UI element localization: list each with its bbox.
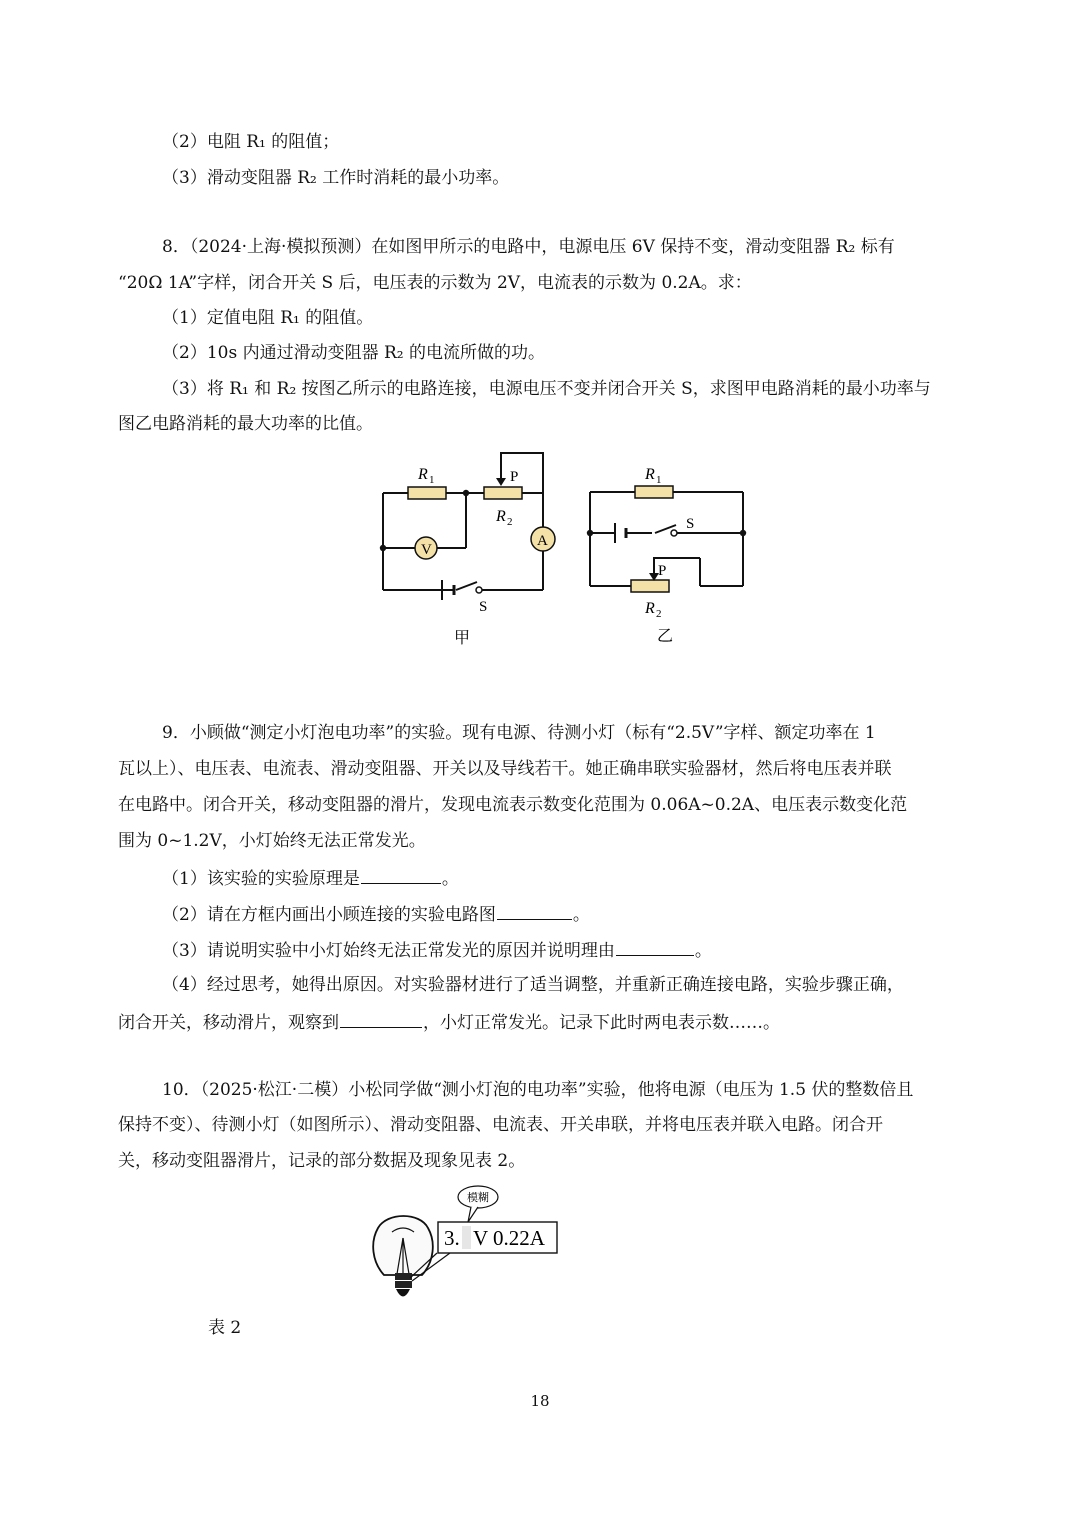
q9-stem-line3: 在电路中。闭合开关，移动变阻器的滑片，发现电流表示数变化范围为 0.06A~0.2A、电压表示数变化范 — [118, 795, 908, 815]
q9-part2 — [162, 901, 590, 927]
jia-r1-subscript: 1 — [429, 474, 435, 486]
jia-caption: 甲 — [454, 630, 471, 647]
jia-r2-label: R — [496, 508, 506, 525]
yi-caption: 乙 — [657, 628, 674, 645]
q10-stem-line1: 10．（2025·松江·二模）小松同学做“测小灯泡的电功率”实验，他将电源（电压为 1.5 伏的整数倍且 — [162, 1080, 914, 1100]
q8-stem-line2: “20Ω 1A”字样，闭合开关 S 后，电压表的示数为 2V，电流表的示数为 0.2A。求： — [118, 273, 752, 293]
jia-r1-label: R — [418, 466, 428, 483]
q8-part1: （1）定值电阻 R₁ 的阻值。 — [162, 308, 374, 328]
q9-part4-line2 — [118, 1009, 780, 1035]
answer-blank[interactable] — [616, 937, 694, 956]
answer-blank[interactable] — [497, 901, 572, 920]
yi-r2-subscript: 2 — [656, 608, 662, 620]
q8-part3-line1: （3）将 R₁ 和 R₂ 按图乙所示的电路连接，电源电压不变并闭合开关 S，求图甲电路消耗的最小功率与 — [162, 379, 931, 399]
bulb-figure — [370, 1180, 570, 1310]
yi-r1-subscript: 1 — [656, 474, 662, 486]
q8-part2: （2）10s 内通过滑动变阻器 R₂ 的电流所做的功。 — [162, 343, 545, 363]
q9-part4-end: ，小灯正常发光。记录下此时两电表示数……。 — [423, 1013, 780, 1033]
table-caption: 表 2 — [208, 1318, 242, 1338]
q9-part1-text: （1）该实验的实验原理是 — [162, 869, 360, 889]
bulb-voltage-label: 3. — [444, 1226, 460, 1250]
q9-part3-text: （3）请说明实验中小灯始终无法正常发光的原因并说明理由 — [162, 941, 615, 961]
q9-part1-end: 。 — [441, 869, 459, 889]
circuit-diagram-yi — [580, 455, 755, 650]
yi-r1-label: R — [645, 466, 655, 483]
q7-part2: （2）电阻 R₁ 的阻值； — [162, 132, 340, 152]
jia-r2-subscript: 2 — [507, 516, 513, 528]
q8-part3-line2: 图乙电路消耗的最大功率的比值。 — [118, 414, 373, 434]
q9-stem-line1: 9．小顾做“测定小灯泡电功率”的实验。现有电源、待测小灯（标有“2.5V”字样、额定功率在 1 — [162, 723, 876, 743]
page-number: 18 — [530, 1392, 550, 1410]
yi-r2-label: R — [645, 600, 655, 617]
q10-stem-line2: 保持不变）、待测小灯（如图所示）、滑动变阻器、电流表、开关串联，并将电压表并联入电路。闭合开 — [118, 1115, 883, 1135]
answer-blank[interactable] — [361, 865, 441, 884]
circuit-diagram-jia — [370, 445, 570, 650]
q9-stem-line4: 围为 0~1.2V，小灯始终无法正常发光。 — [118, 831, 426, 851]
jia-switch-label: S — [479, 599, 488, 615]
q9-part3-end: 。 — [694, 941, 712, 961]
q9-part3 — [162, 937, 712, 963]
q9-part4-line1: （4）经过思考，她得出原因。对实验器材进行了适当调整，并重新正确连接电路，实验步骤正确， — [162, 975, 904, 995]
q9-part4-text: 闭合开关，移动滑片，观察到 — [118, 1013, 339, 1033]
yi-slider-label: P — [658, 563, 667, 579]
q9-part2-text: （2）请在方框内画出小顾连接的实验电路图 — [162, 905, 496, 925]
bulb-rating-label: V 0.22A — [473, 1226, 545, 1250]
yi-switch-label: S — [686, 516, 695, 532]
callout-text: 模糊 — [467, 1192, 489, 1204]
q8-stem-line1: 8．（2024·上海·模拟预测）在如图甲所示的电路中，电源电压 6V 保持不变，滑动变阻器 R₂ 标有 — [162, 237, 895, 257]
jia-slider-label: P — [510, 469, 519, 485]
answer-blank[interactable] — [340, 1009, 422, 1028]
jia-ammeter-label: A — [537, 533, 548, 549]
q10-stem-line3: 关，移动变阻器滑片，记录的部分数据及现象见表 2。 — [118, 1151, 526, 1171]
q9-stem-line2: 瓦以上）、电压表、电流表、滑动变阻器、开关以及导线若干。她正确串联实验器材，然后将电压表并联 — [118, 759, 892, 779]
bulb-icon — [373, 1216, 433, 1297]
q7-part3: （3）滑动变阻器 R₂ 工作时消耗的最小功率。 — [162, 168, 510, 188]
jia-voltmeter-label: V — [421, 542, 432, 558]
q9-part1 — [162, 865, 459, 891]
q9-part2-end: 。 — [572, 905, 590, 925]
